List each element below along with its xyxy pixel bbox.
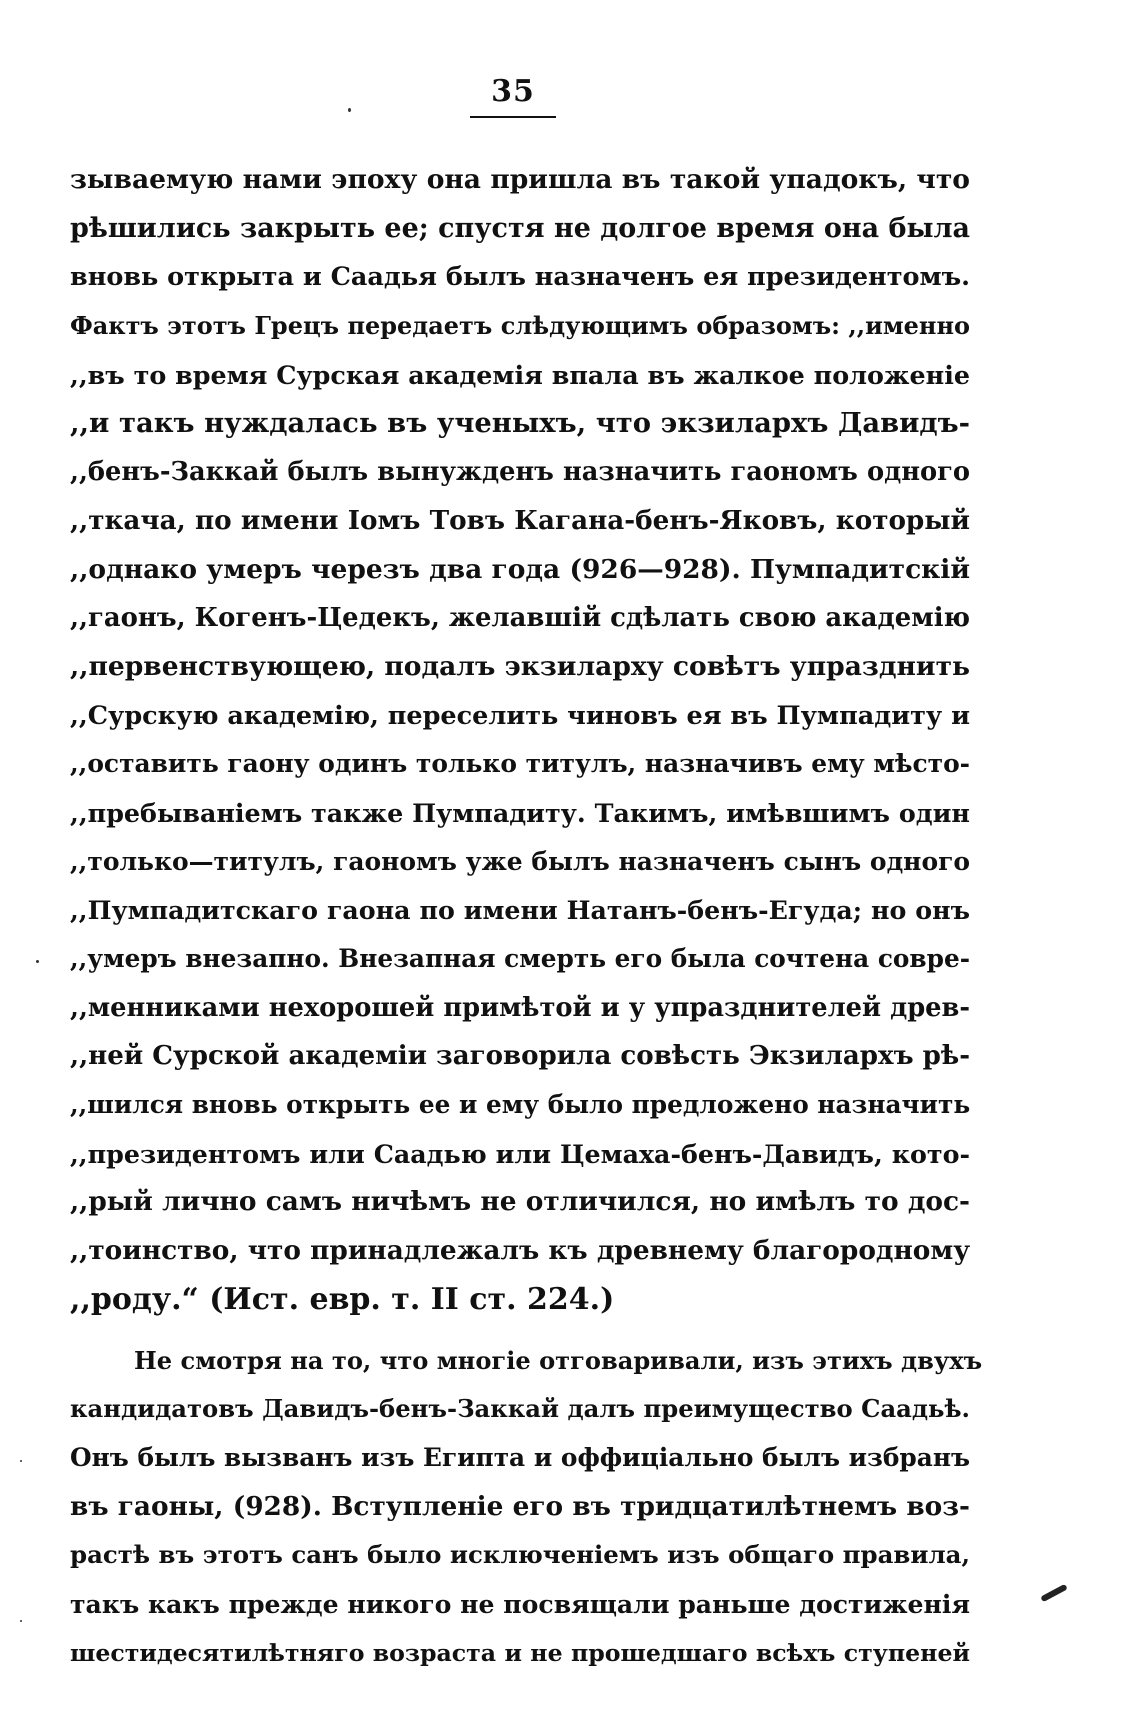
text-line: ,,въ то время Сурская академія впала въ жалкое положеніе [70,359,970,390]
text-line: ,,президентомъ или Саадью или Цемаха-бенъ-Давидъ, кото- [70,1138,970,1169]
text-line: зываемую нами эпоху она пришла въ такой упадокъ, что [70,164,970,195]
text-line: ,,рый лично самъ ничѣмъ не отличился, но имѣлъ то дос- [70,1186,970,1218]
print-speck [20,1460,22,1462]
text-line: шестидесятилѣтняго возраста и не прошедшаго всѣхъ ступеней [70,1638,970,1667]
text-line: ,,ткача, по имени Іомъ Товъ Кагана-бенъ-Яковъ, который [70,504,970,536]
text-line: ,,ней Сурской академіи заговорила совѣсть Экзилархъ рѣ- [70,1041,971,1072]
text-line: такъ какъ прежде никого не посвящали раньше достиженія [70,1588,970,1619]
text-line: кандидатовъ Давидъ-бенъ-Заккай далъ преимущество Саадьѣ. [70,1394,970,1424]
ink-mark [1040,1584,1068,1602]
text-line: ,,шился вновь открыть ее и ему было предложено назначить [70,1090,971,1120]
text-line: ,,умеръ внезапно. Внезапная смерть его была сочтена совре- [70,944,970,973]
text-line: въ гаоны, (928). Вступленіе его въ тридцатилѣтнемъ воз- [70,1490,970,1522]
text-line: ,,Сурскую академію, переселить чиновъ ея въ Пумпадиту и [70,700,971,731]
text-line: ,,первенствующею, подалъ экзиларху совѣтъ упразднить [70,650,970,682]
text-line: ,,Пумпадитскаго гаона по имени Натанъ-бенъ-Егуда; но онъ [70,895,970,926]
body-text [70,156,983,1677]
text-line: ,,однако умеръ черезъ два года (926—928). Пумпадитскій [70,553,970,585]
text-line: ,,только—титулъ, гаономъ уже былъ назначенъ сынъ одного [70,846,970,876]
text-line: Фактъ этотъ Грецъ передаетъ слѣдующимъ образомъ: ,,именно [70,311,970,341]
text-line: ,,роду.“ (Ист. евр. т. II ст. 224.) [70,1281,615,1317]
text-line: ,,тоинство, что принадлежалъ къ древнему благородному [70,1235,971,1267]
paragraph-2 [70,1337,983,1678]
text-line: ,,бенъ-Заккай былъ вынужденъ назначить гаономъ одного [70,457,970,488]
print-speck [348,108,351,112]
text-line: ,,оставить гаону одинъ только титулъ, назначивъ ему мѣсто- [70,749,970,779]
page-number: 35 [491,74,535,109]
text-line: ,,и такъ нуждалась въ ученыхъ, что экзилархъ Давидъ- [70,407,970,440]
text-line: рѣшились закрыть ее; спустя не долгое время она была [70,212,970,244]
text-line: ,,пребываніемъ также Пумпадиту. Такимъ, имѣвшимъ один [70,797,970,828]
print-speck [20,1620,22,1622]
page-number-rule [470,116,556,118]
text-line: Онъ былъ вызванъ изъ Египта и оффиціально былъ избранъ [70,1442,970,1472]
paragraph-1 [70,156,970,1325]
text-line: Не смотря на то, что многіе отговаривали, изъ этихъ двухъ [134,1345,983,1375]
print-speck [36,960,39,963]
text-line: ,,гаонъ, Когенъ-Цедекъ, желавшій сдѣлать свою академію [70,603,971,634]
text-line: вновь открыта и Саадья былъ назначенъ ея президентомъ. [70,262,970,293]
text-line: растѣ въ этотъ санъ было исключеніемъ изъ общаго правила, [70,1540,970,1570]
paragraph-gap [70,1325,970,1337]
text-line: ,,менниками нехорошей примѣтой и у упразднителей древ- [70,992,970,1023]
